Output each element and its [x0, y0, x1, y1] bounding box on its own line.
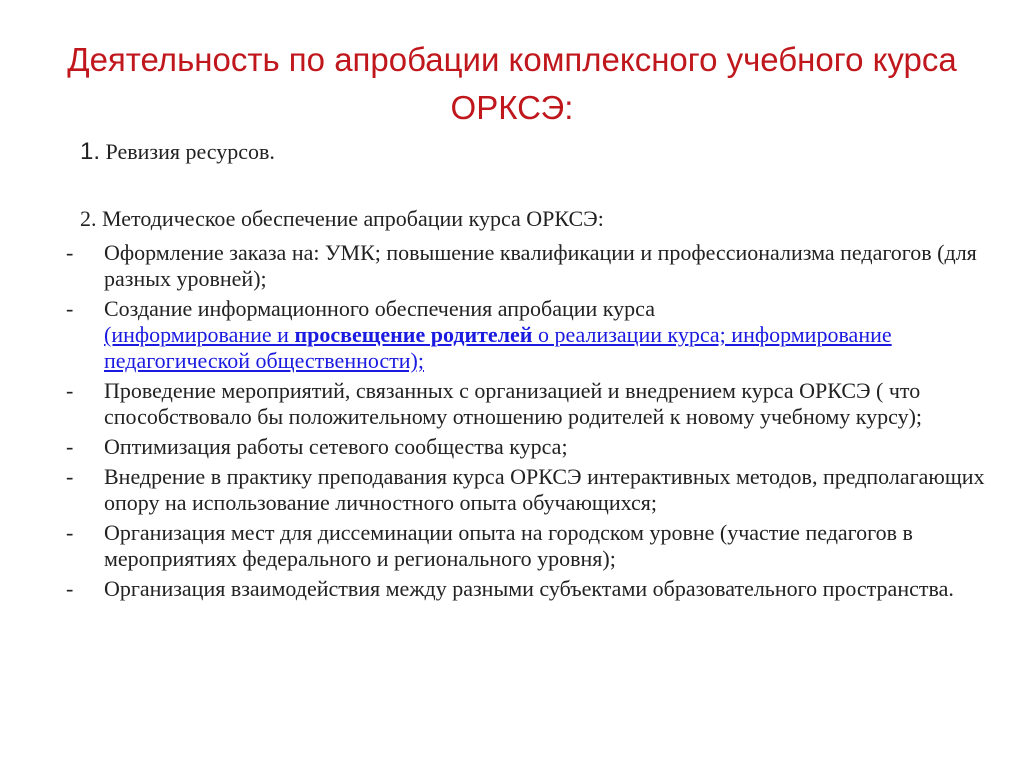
list-item-text: Оформление заказа на: УМК; повышение квалификации и профессионализма педагогов (для разных уровней); [104, 240, 977, 291]
info-link[interactable] [104, 322, 892, 373]
bullet-marker: - [66, 520, 74, 545]
list-item [66, 434, 996, 460]
bullet-marker: - [66, 434, 74, 459]
item-revision [80, 138, 275, 166]
item-revision-number: 1. [80, 138, 101, 165]
info-link-bold: просвещение родителей [294, 322, 533, 347]
item-revision-text: Ревизия ресурсов. [100, 139, 275, 164]
bullet-marker: - [66, 464, 74, 489]
bullet-marker: - [66, 576, 74, 601]
list-item-text: Внедрение в практику преподавания курса ОРКСЭ интерактивных методов, предполагающих опору на использование личностного опыта обучающихся; [104, 464, 985, 515]
bullet-marker: - [66, 296, 74, 321]
item-methodical-support: 2. Методическое обеспечение апробации курса ОРКСЭ: [80, 206, 604, 231]
bullet-marker: - [66, 240, 74, 265]
bullet-marker: - [66, 378, 74, 403]
list-item-text: Организация взаимодействия между разными субъектами образовательного пространства. [104, 576, 954, 601]
list-item-text: Создание информационного обеспечения апробации курса [104, 296, 655, 321]
list-item-text: Оптимизация работы сетевого сообщества курса; [104, 434, 568, 459]
list-item [66, 576, 996, 602]
list-item-text: Проведение мероприятий, связанных с организацией и внедрением курса ОРКСЭ ( что способствовало бы положительному отношению родителей к новому учебному курсу); [104, 378, 923, 429]
info-link-part-a: (информирование и [104, 322, 295, 347]
slide-title: Деятельность по апробации комплексного учебного курса ОРКСЭ: [67, 41, 957, 126]
list-item [66, 464, 996, 516]
info-link-part-c: о реализации курса; информирование педагогической общественности); [104, 322, 892, 373]
list-item [66, 240, 996, 292]
list-item [66, 296, 996, 374]
list-item [66, 378, 996, 430]
list-item-text: Организация мест для диссеминации опыта на городском уровне (участие педагогов в мероприятиях федерального и регионального уровня); [104, 520, 913, 571]
list-item [66, 520, 996, 572]
bullet-list [66, 240, 996, 606]
